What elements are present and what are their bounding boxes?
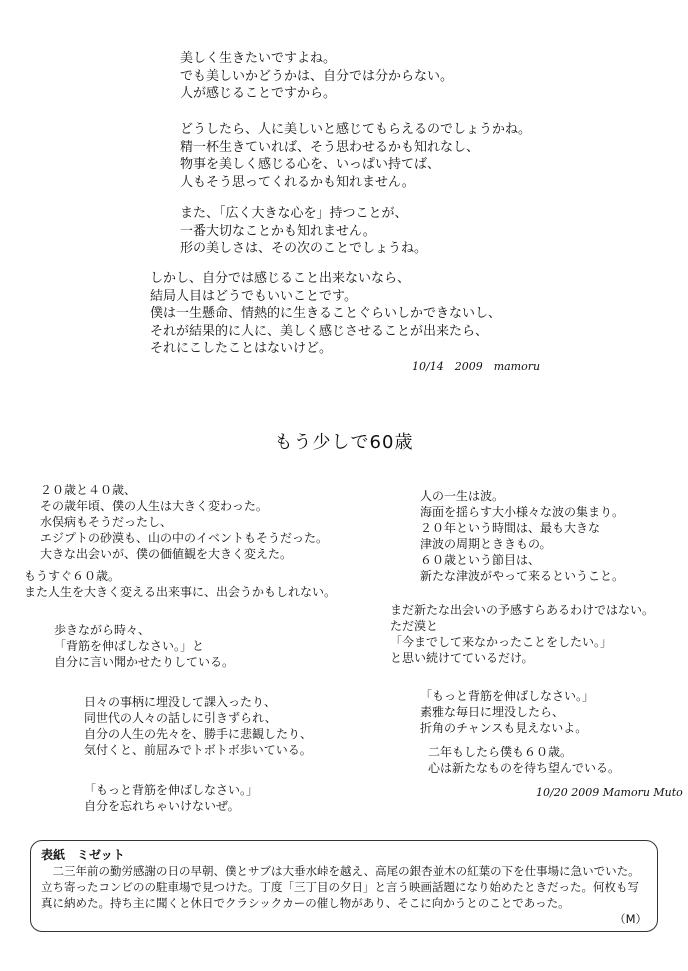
text-line: 自分に言い聞かせたりしている。 — [54, 655, 235, 669]
text-line: 僕は一生懸命、情熱的に生きることぐらいしかできないし、 — [150, 306, 502, 321]
essay-right-block-1 — [420, 488, 624, 584]
text-line: でも美しいかどうかは、自分では分からない。 — [180, 68, 454, 84]
text-line: と思い続けてているだけ。 — [390, 651, 534, 665]
text-line: 海面を揺らす大小様々な波の集まり。 — [420, 505, 625, 519]
text-line: 同世代の人々の話しに引きずられ、 — [84, 711, 277, 725]
essay-left-block-3 — [54, 622, 234, 670]
essay-left-block-4 — [84, 694, 312, 758]
text-line: もうすぐ６０歳。 — [24, 569, 121, 583]
essay-left-block-1 — [40, 482, 328, 562]
text-line: 精一杯生きていれば、そう思わせるかも知れなし、 — [180, 139, 480, 155]
essay-title: もう少しで60歳 — [274, 432, 414, 453]
poem1-signature: 10/14 2009 mamoru — [412, 360, 541, 373]
text-line: 歩きながら時々、 — [54, 623, 151, 637]
text-line: 大きな出会いが、僕の価値観を大きく変えた。 — [40, 547, 293, 561]
text-line: どうしたら、人に美しいと感じてもらえるのでしょうかね。 — [180, 122, 532, 137]
text-line: 素雅な毎日に埋没したら、 — [420, 705, 565, 719]
cover-note-sign: （M） — [614, 912, 647, 926]
essay-left-block-2 — [24, 568, 336, 600]
text-line: エジプトの砂漠も、山の中のイベントもそうだった。 — [40, 531, 329, 545]
text-line: 一番大切なことかも知れません。 — [180, 223, 376, 239]
poem1-stanza2 — [180, 121, 531, 191]
text-line: 人が感じることですから。 — [180, 86, 337, 101]
essay-left-block-5 — [84, 782, 258, 814]
text-line: また、「広く大きな心を」持つことが、 — [180, 206, 408, 221]
essay-right-block-2 — [390, 602, 654, 666]
essay-right-block-4 — [428, 744, 620, 776]
text-line: 津波の周期とききもの。 — [420, 537, 552, 551]
text-line: また人生を大きく変える出来事に、出会うかもしれない。 — [24, 585, 337, 599]
text-line: まだ新たな出会いの予感すらあるわけではない。 — [390, 603, 655, 617]
text-line: 形の美しさは、その次のことでしょうね。 — [180, 241, 428, 256]
text-line: ６０歳という節目は、 — [420, 553, 541, 567]
text-line: 「背筋を伸ばしなさい。」と — [54, 639, 205, 653]
poem1-stanza4 — [150, 270, 501, 358]
essay-right-block-3 — [420, 688, 594, 736]
text-line: ただ漠と — [390, 619, 439, 633]
text-line: 心は新たなものを待ち望んでいる。 — [428, 761, 621, 775]
text-line: 二年もしたら僕も６０歳。 — [428, 745, 573, 759]
text-line: 人もそう思ってくれるかも知れません。 — [180, 174, 415, 190]
text-line: 自分を忘れちゃいけないぜ。 — [84, 799, 240, 813]
text-line: それにこしたことはないけど。 — [150, 341, 333, 356]
cover-note-box — [30, 840, 658, 932]
cover-note-text: 二三年前の勤労感謝の日の早朝、僕とサブは大垂水峠を越え、高尾の銀杏並木の紅葉の下を仕事場に急いでいた。立ち寄ったコンビのの駐車場で見つけた。丁度「三丁目の夕日」と言う映画話題になり始めたときだった。何枚も写真に納めた。持ち主に聞くと休日でクラシックカーの催し物があり、そこに向かうとのことであった。 — [41, 864, 640, 910]
text-line: 結局人目はどうでもいいことです。 — [150, 288, 357, 304]
text-line: 日々の事柄に埋没して課入ったり、 — [84, 695, 277, 709]
text-line: しかし、自分では感じること出来ないなら、 — [150, 271, 411, 286]
text-line: 「もっと背筋を伸ばしなさい。」 — [420, 689, 595, 703]
text-line: それが結果的に人に、美しく感じさせることが出来たら、 — [150, 323, 489, 339]
text-line: 物事を美しく感じる心を、いっぱい持てば、 — [180, 157, 441, 172]
text-line: 水俣病もそうだったし、 — [40, 515, 173, 529]
cover-note-heading: 表紙 ミゼット — [41, 848, 125, 862]
poem1-stanza1 — [180, 50, 453, 103]
text-line: ２０歳と４０歳、 — [40, 483, 137, 497]
text-line: 「今までして来なかったことをしたい。」 — [390, 635, 613, 649]
text-line: 自分の人生の先々を、勝手に悲観したり、 — [84, 727, 313, 741]
text-line: 気付くと、前屈みでトボトボ歩いている。 — [84, 743, 312, 757]
text-line: 美しく生きたいですよね。 — [180, 51, 337, 66]
poem1-stanza3 — [180, 205, 427, 258]
text-line: 折角のチャンスも見えないよ。 — [420, 721, 588, 735]
text-line: ２０年という時間は、最も大きな — [420, 521, 601, 535]
text-line: 人の一生は波。 — [420, 489, 505, 503]
text-line: 新たな津波がやって来るということ。 — [420, 569, 625, 583]
essay-signature: 10/20 2009 Mamoru Muto — [536, 786, 683, 799]
text-line: 「もっと背筋を伸ばしなさい。」 — [84, 783, 259, 797]
text-line: その歳年頃、僕の人生は大きく変わった。 — [40, 499, 268, 513]
